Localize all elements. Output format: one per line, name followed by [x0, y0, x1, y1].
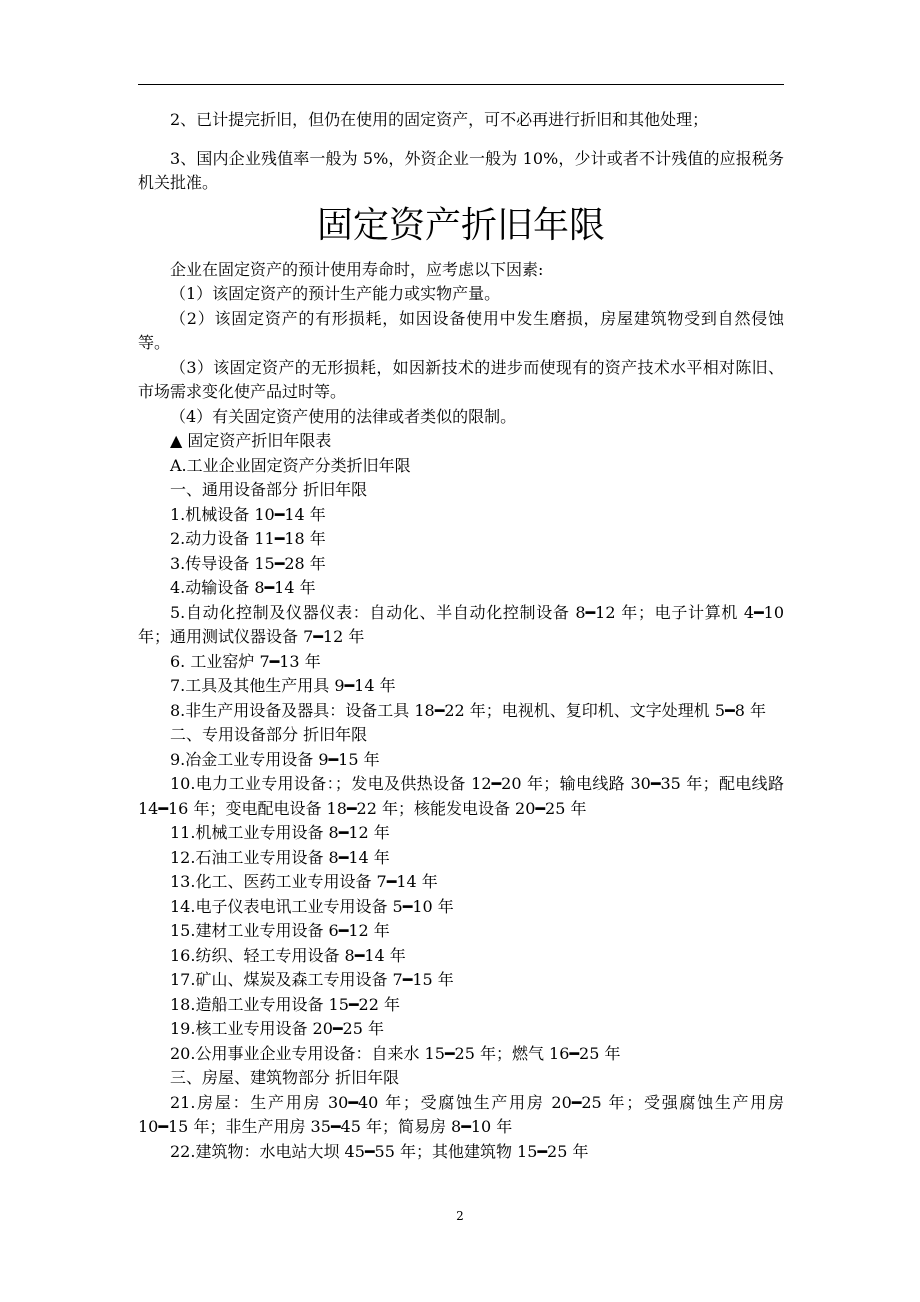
body-paragraph: 9.冶金工业专用设备 9━15 年	[170, 749, 380, 769]
body-paragraph: 10.电力工业专用设备：；发电及供热设备 12━20 年；输电线路 30━35 年；配电线路 14━16 年；变电配电设备 18━22 年；核能发电设备 20━25 年	[138, 774, 784, 818]
body-paragraph: 6. 工业窑炉 7━13 年	[170, 651, 321, 671]
body-paragraph: 19.核工业专用设备 20━25 年	[170, 1019, 384, 1038]
body-paragraph: （4）有关固定资产使用的法律或者类似的限制。	[170, 406, 517, 426]
body-paragraph: 二、专用设备部分 折旧年限	[170, 725, 368, 744]
body-paragraph: 三、房屋、建筑物部分 折旧年限	[170, 1068, 400, 1087]
body-paragraph: 21.房屋：生产用房 30━40 年；受腐蚀生产用房 20━25 年；受强腐蚀生产用房 10━15 年；非生产用房 35━45 年；简易房 8━10 年	[138, 1092, 784, 1136]
section-title: 固定资产折旧年限	[316, 204, 605, 246]
body-paragraph: ▲ 固定资产折旧年限表	[170, 431, 332, 450]
intro-paragraph: 3、国内企业残值率一般为 5%，外资企业一般为 10%，少计或者不计残值的应报税务机关批准。	[138, 148, 784, 192]
body-paragraph: （2）该固定资产的有形损耗，如因设备使用中发生磨损，房屋建筑物受到自然侵蚀等。	[138, 308, 784, 352]
intro-paragraph: 2、已计提完折旧，但仍在使用的固定资产，可不必再进行折旧和其他处理；	[170, 110, 709, 129]
body-paragraph: 3.传导设备 15━28 年	[170, 553, 326, 573]
body-paragraph: 4.动输设备 8━14 年	[170, 578, 316, 597]
body-paragraph: 企业在固定资产的预计使用寿命时，应考虑以下因素:	[170, 259, 544, 279]
body-paragraph: 14.电子仪表电讯工业专用设备 5━10 年	[170, 896, 454, 916]
body-paragraph: 16.纺织、轻工专用设备 8━14 年	[170, 945, 406, 965]
body-paragraph: （1）该固定资产的预计生产能力或实物产量。	[170, 284, 501, 303]
body-paragraph: 一、通用设备部分 折旧年限	[170, 480, 368, 499]
body-paragraph: 15.建材工业专用设备 6━12 年	[170, 921, 390, 940]
body-paragraph: 7.工具及其他生产用具 9━14 年	[170, 676, 396, 695]
page-number: 2	[456, 1209, 464, 1223]
document-body	[138, 108, 784, 1164]
body-paragraph: （3）该固定资产的无形损耗，如因新技术的进步而使现有的资产技术水平相对陈旧、市场需求变化使产品过时等。	[138, 357, 784, 401]
body-paragraph: 18.造船工业专用设备 15━22 年	[170, 994, 400, 1014]
body-paragraphs	[138, 258, 784, 1165]
body-paragraph: 22.建筑物：水电站大坝 45━55 年；其他建筑物 15━25 年	[170, 1141, 589, 1161]
body-paragraph: 5.自动化控制及仪器仪表：自动化、半自动化控制设备 8━12 年；电子计算机 4━10 年；通用测试仪器设备 7━12 年	[138, 602, 784, 646]
body-paragraph: 2.动力设备 11━18 年	[170, 529, 326, 548]
body-paragraph: 1.机械设备 10━14 年	[170, 504, 326, 524]
body-paragraph: A.工业企业固定资产分类折旧年限	[170, 455, 411, 475]
body-paragraph: 13.化工、医药工业专用设备 7━14 年	[170, 872, 438, 891]
body-paragraph: 12.石油工业专用设备 8━14 年	[170, 847, 390, 867]
body-paragraph: 8.非生产用设备及器具：设备工具 18━22 年；电视机、复印机、文字处理机 5━8 年	[170, 700, 766, 720]
body-paragraph: 20.公用事业企业专用设备：自来水 15━25 年；燃气 16━25 年	[170, 1043, 621, 1063]
header-rule	[138, 84, 784, 85]
body-paragraph: 11.机械工业专用设备 8━12 年	[170, 823, 390, 842]
body-paragraph: 17.矿山、煤炭及森工专用设备 7━15 年	[170, 970, 454, 989]
